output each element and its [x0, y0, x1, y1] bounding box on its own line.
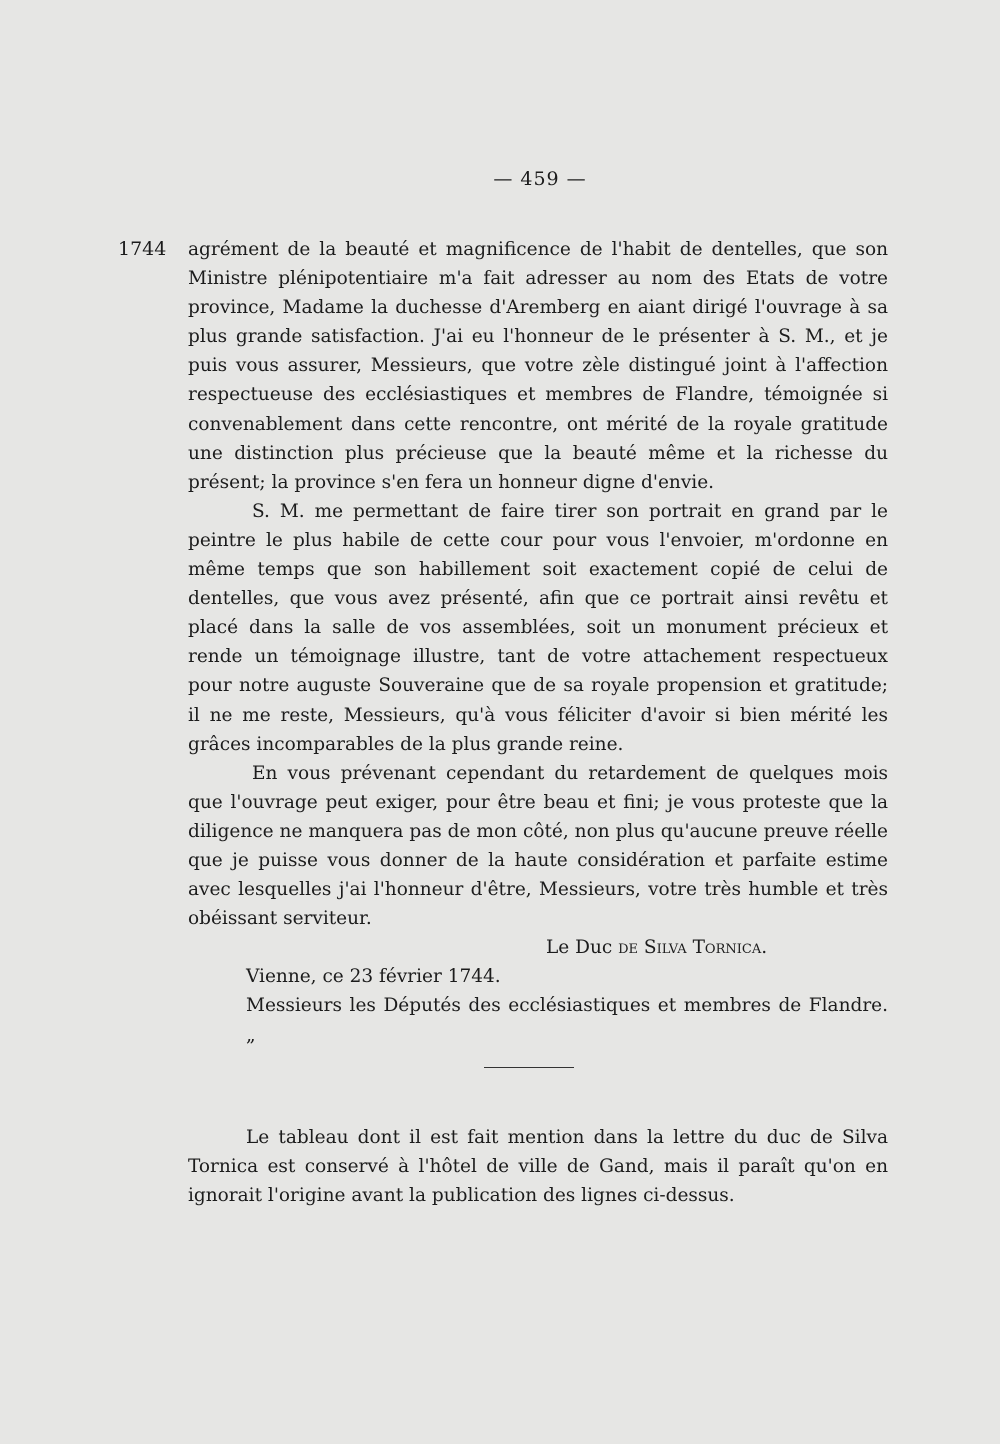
- letter-paragraph-1: agrément de la beauté et magnificence de l'habit de dentelles, que son Ministre plénipotentiaire m'a fait adresser au nom des Etats de votre province, Madame la duchesse d'Aremberg en aiant dirigé l'ouvrage à sa plus grande satisfaction. J'ai eu l'honneur de le présenter à S. M., et je puis vous assurer, Messieurs, que votre zèle distingué joint à l'affection respectueuse des ecclésiastiques et membres de Flandre, témoignée si convenablement dans cette rencontre, ont mérité de la royale gratitude une distinction plus précieuse que la beauté même et la richesse du présent; la province s'en fera un honneur digne d'envie.: [188, 239, 888, 493]
- page-number: — 459 —: [493, 168, 587, 190]
- letter-paragraph-3: En vous prévenant cependant du retardement de quelques mois que l'ouvrage peut exiger, pour être beau et fini; je vous proteste que la diligence ne manquera pas de mon côté, non plus qu'aucune preuve réelle que je puisse vous donner de la haute considération et parfaite estime avec lesquelles j'ai l'honneur d'être, Messieurs, votre très humble et très obéissant serviteur.: [188, 762, 888, 930]
- editorial-note: [188, 1123, 888, 1210]
- letter-body: [188, 235, 888, 1050]
- signature-name: de Silva Tornica.: [618, 937, 768, 959]
- section-divider: [484, 1067, 574, 1068]
- note-paragraph: Le tableau dont il est fait mention dans la lettre du duc de Silva Tornica est conservé à l'hôtel de ville de Gand, mais il paraît qu'on en ignorait l'origine avant la publication des lignes ci-dessus.: [188, 1127, 888, 1207]
- dateline: Vienne, ce 23 février 1744.: [246, 966, 501, 988]
- letter-paragraph-2: S. M. me permettant de faire tirer son portrait en grand par le peintre le plus habile de cette cour pour vous l'envoier, m'ordonne en même temps que son habillement soit exactement copié de celui de dentelles, que vous avez présenté, afin que ce portrait ainsi revêtu et placé dans la salle de vos assemblées, soit un monument précieux et rende un témoignage illustre, tant de votre attachement respectueux pour notre auguste Souveraine que de sa royale propension et gratitude; il ne me reste, Messieurs, qu'à vous féliciter d'avoir si bien mérité les grâces incomparables de la plus grande reine.: [188, 500, 888, 755]
- address-line: Messieurs les Députés des ecclésiastiques et membres de Flandre. „: [246, 995, 888, 1046]
- margin-year: 1744: [118, 238, 167, 260]
- signature-prefix: Le Duc: [546, 937, 619, 959]
- signature: [188, 933, 888, 962]
